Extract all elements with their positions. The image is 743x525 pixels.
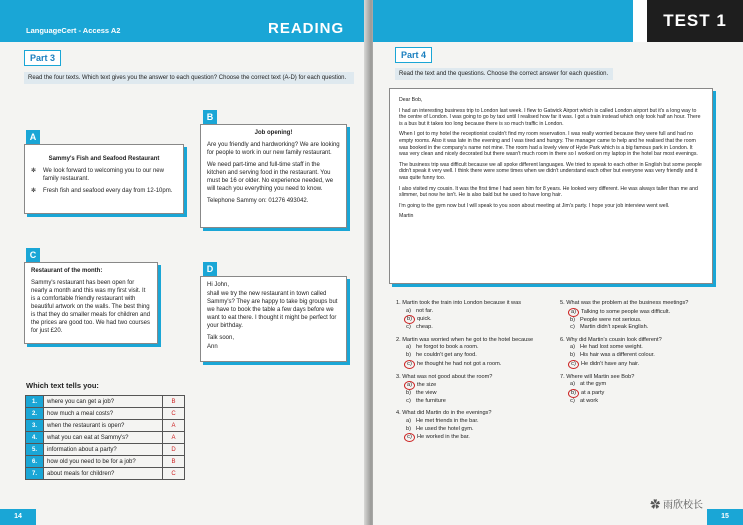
answer-option[interactable]: [396, 418, 556, 426]
option-text: he thought he had not got a room.: [417, 360, 502, 367]
answer-option[interactable]: [396, 308, 556, 316]
part-3-tag: Part 3: [24, 50, 61, 66]
option-text: at the gym: [580, 381, 607, 388]
answer-cell: A: [163, 420, 185, 432]
option-text: He didn't have any hair.: [581, 360, 640, 367]
option-letter: c): [570, 397, 575, 404]
text-c-letter: C: [26, 248, 40, 262]
table-row: 2. how much a meal costs? C: [26, 408, 185, 420]
selected-option-marker: c): [404, 360, 415, 369]
answer-option[interactable]: [560, 360, 720, 369]
text-c-box: [24, 262, 158, 344]
option-letter: b): [406, 425, 411, 432]
answer-cell: D: [163, 444, 185, 456]
answer-option[interactable]: [560, 352, 720, 360]
text-a-bullet: ✻ We look forward to welcoming you to our new family restaurant.: [31, 168, 164, 182]
text-b-box: [200, 124, 347, 228]
text-c-title: Restaurant of the month:: [31, 268, 103, 274]
text-a-title: Sammy's Fish and Seafood Restaurant: [48, 156, 160, 162]
answer-cell: C: [163, 468, 185, 480]
option-text: the furniture: [416, 397, 446, 404]
option-text: not far.: [416, 307, 434, 314]
text-d-letter: D: [203, 262, 217, 276]
header-bar: [373, 0, 633, 42]
answer-cell: B: [163, 396, 185, 408]
option-text: he couldn't get any food.: [416, 351, 477, 358]
option-text: He worked in the bar.: [417, 434, 470, 441]
question-stem: 1. Martin took the train into London because it was: [396, 300, 522, 306]
option-text: He used the hotel gym.: [416, 425, 474, 432]
option-text: He had lost some weight.: [580, 344, 643, 351]
option-letter: b): [570, 351, 575, 358]
answer-cell: A: [163, 432, 185, 444]
part-3-question-table: [25, 395, 185, 480]
right-header: [373, 0, 743, 42]
selected-option-marker: c): [404, 433, 415, 442]
mcq-question: [396, 410, 556, 442]
mcq-question: [560, 300, 720, 332]
option-letter: c): [406, 397, 411, 404]
text-c-paragraph: Sammy's restaurant has been open for nearly a month and this was my first visit. It is a comfortable friendly restaurant with beautiful artwork on the walls. The best thing is that they do smaller meals for children and the prices are good too. We had two courses for just £20.: [31, 280, 151, 334]
text-a-letter: A: [26, 130, 40, 144]
question-stem: 3. What was not good about the room?: [396, 373, 493, 380]
letter-paragraph: The business trip was difficult because we all spoke different languages. We tried to speak to each other in English but some people didn't speak it very well. I think there were some times when we didn't understand each other but everyone was very friendly and it was quite funny too.: [399, 161, 702, 181]
question-stem: 2. Martin was worried when he got to the hotel because: [396, 336, 534, 343]
option-text: Talking to some people was difficult.: [581, 308, 671, 315]
left-page: [0, 0, 370, 525]
answer-option[interactable]: [560, 398, 720, 406]
answer-option[interactable]: [560, 381, 720, 389]
option-letter: c): [570, 324, 575, 331]
test-label: TEST 1: [647, 0, 743, 42]
option-text: People were not serious.: [580, 316, 642, 323]
option-text: quick.: [417, 316, 432, 323]
text-b-paragraph: We need part-time and full-time staff in the kitchen and serving food in the restaurant. You must be 16 or older. No experience needed, we will teach you everything you need to know.: [207, 162, 334, 192]
wechat-icon: ✿: [650, 500, 661, 511]
table-row: 4. what you can eat at Sammy's? A: [26, 432, 185, 444]
option-text: His hair was a different colour.: [580, 351, 655, 358]
question-stem: 4. What did Martin do in the evenings?: [396, 410, 492, 417]
answer-option[interactable]: [560, 308, 720, 317]
text-a-bullet: ✻ Fresh fish and seafood every day from 12-10pm.: [31, 188, 173, 194]
option-text: at a party: [581, 389, 605, 396]
text-a-box: [24, 144, 184, 214]
text-d-greeting: Hi John,: [207, 282, 230, 288]
option-text: at work: [580, 397, 599, 404]
page-number-right: 15: [707, 509, 743, 525]
page-number-left: 14: [0, 509, 36, 525]
option-text: the size: [417, 382, 437, 389]
answer-option[interactable]: [396, 360, 556, 369]
option-text: cheap.: [416, 324, 433, 331]
option-letter: a): [570, 381, 575, 388]
table-row: 7. about meals for children? C: [26, 468, 185, 480]
mcq-question: [560, 337, 720, 369]
option-letter: b): [406, 390, 411, 397]
answer-option[interactable]: [560, 344, 720, 352]
question-list-left: [396, 300, 556, 447]
answer-option[interactable]: [396, 324, 556, 332]
question-stem: 7. Where will Martin see Bob?: [560, 373, 635, 380]
option-letter: c): [406, 324, 411, 331]
letter-paragraph: When I got to my hotel the receptionist couldn't find my room reservation. I was really worried because they were full and had no empty rooms. Also it was late in the evening and I was tired and hungry. The manager came to help and he realised that the room was booked in the company's name not mine. The room had a lovely view of Hyde Park which is a big famous park in London. It was very clean and nicely decorated but there wasn't much room in there so I worked on my laptop in the hotel bar most evenings.: [399, 131, 698, 158]
text-d-box: [200, 276, 347, 362]
part-4-tag: Part 4: [395, 47, 432, 63]
table-row: 3. when the restaurant is open? A: [26, 420, 185, 432]
question-list-right: [560, 300, 720, 410]
mcq-question: [396, 300, 556, 332]
option-letter: a): [406, 344, 411, 351]
selected-option-marker: a): [568, 308, 579, 317]
answer-option[interactable]: [396, 398, 556, 406]
answer-option[interactable]: [396, 426, 556, 434]
answer-option[interactable]: [396, 352, 556, 360]
option-letter: a): [570, 344, 575, 351]
answer-option[interactable]: [396, 390, 556, 398]
letter-signature: Martin: [399, 213, 414, 220]
text-b-paragraph: Are you friendly and hardworking? We are looking for people to work in our new family restaurant.: [207, 142, 340, 156]
section-title: READING: [268, 20, 345, 37]
text-d-paragraph: shall we try the new restaurant in town called Sammy's? They are happy to take big groups but we have to book the table a few days before we want to eat there. I thought it might be perfect for your birthday.: [207, 291, 338, 329]
answer-option[interactable]: [396, 315, 556, 324]
letter-paragraph: I had an interesting business trip to London last week. I flew to Gatwick Airport which is called London airport but it's a long way to the centre of London. I was going to go by taxi until I realised how far it was. I got a train instead which only took half an hour. There is a bus but it takes too long because there is so much traffic in London.: [399, 107, 701, 127]
option-text: he forgot to book a room.: [416, 344, 479, 351]
selected-option-marker: c): [568, 360, 579, 369]
letter-paragraph: Dear Bob,: [399, 97, 423, 103]
answer-option[interactable]: [560, 324, 720, 332]
table-row: 6. how old you need to be for a job? B: [26, 456, 185, 468]
question-heading: Which text tells you:: [26, 381, 99, 390]
answer-option[interactable]: [396, 344, 556, 352]
question-stem: 5. What was the problem at the business meetings?: [560, 300, 689, 306]
option-text: He met friends in the bar.: [416, 417, 479, 424]
text-b-title: Job opening!: [254, 130, 293, 136]
answer-option[interactable]: [396, 381, 556, 390]
option-text: Martin didn't speak English.: [580, 324, 649, 331]
selected-option-marker: a): [404, 381, 415, 390]
option-text: the view: [416, 390, 437, 397]
option-letter: a): [406, 307, 411, 314]
text-d-signoff: Talk soon,: [207, 335, 235, 341]
star-bullet-icon: ✻: [31, 188, 37, 194]
text-d-signature: Ann: [207, 344, 218, 350]
exam-label: LanguageCert - Access A2: [26, 26, 121, 35]
option-letter: a): [406, 417, 411, 424]
selected-option-marker: b): [404, 315, 415, 324]
watermark: ✿ 雨欣校长: [650, 500, 703, 511]
text-b-letter: B: [203, 110, 217, 124]
table-row: 1. where you can get a job? B: [26, 396, 185, 408]
star-bullet-icon: ✻: [31, 168, 37, 174]
letter-paragraph: I'm going to the gym now but I will speak to you soon about meeting at Jim's party. I hope your job interview went well.: [399, 202, 670, 209]
part-4-instruction: Read the text and the questions. Choose the correct answer for each question.: [395, 68, 613, 80]
left-header: [0, 0, 370, 42]
mcq-question: [560, 374, 720, 406]
answer-cell: B: [163, 456, 185, 468]
mcq-question: [396, 337, 556, 369]
answer-option[interactable]: [396, 433, 556, 442]
part-4-letter: [389, 88, 713, 284]
question-stem: 6. Why did Martin's cousin look different?: [560, 336, 662, 343]
option-letter: b): [406, 351, 411, 358]
selected-option-marker: b): [568, 389, 579, 398]
option-letter: b): [570, 316, 575, 323]
answer-option[interactable]: [560, 317, 720, 325]
mcq-question: [396, 374, 556, 406]
answer-option[interactable]: [560, 389, 720, 398]
table-row: 5. information about a party? D: [26, 444, 185, 456]
text-b-paragraph: Telephone Sammy on: 01276 493042.: [207, 198, 309, 204]
answer-cell: C: [163, 408, 185, 420]
letter-paragraph: I also visited my cousin. It was the first time I had seen him for 8 years. He looked very different. He was always taller than me and slimmer, but now he isn't. He is also bald but he used to have long hair.: [399, 185, 698, 199]
part-3-instruction: Read the four texts. Which text gives you the answer to each question? Choose the correct text (A-D) for each question.: [24, 72, 354, 84]
